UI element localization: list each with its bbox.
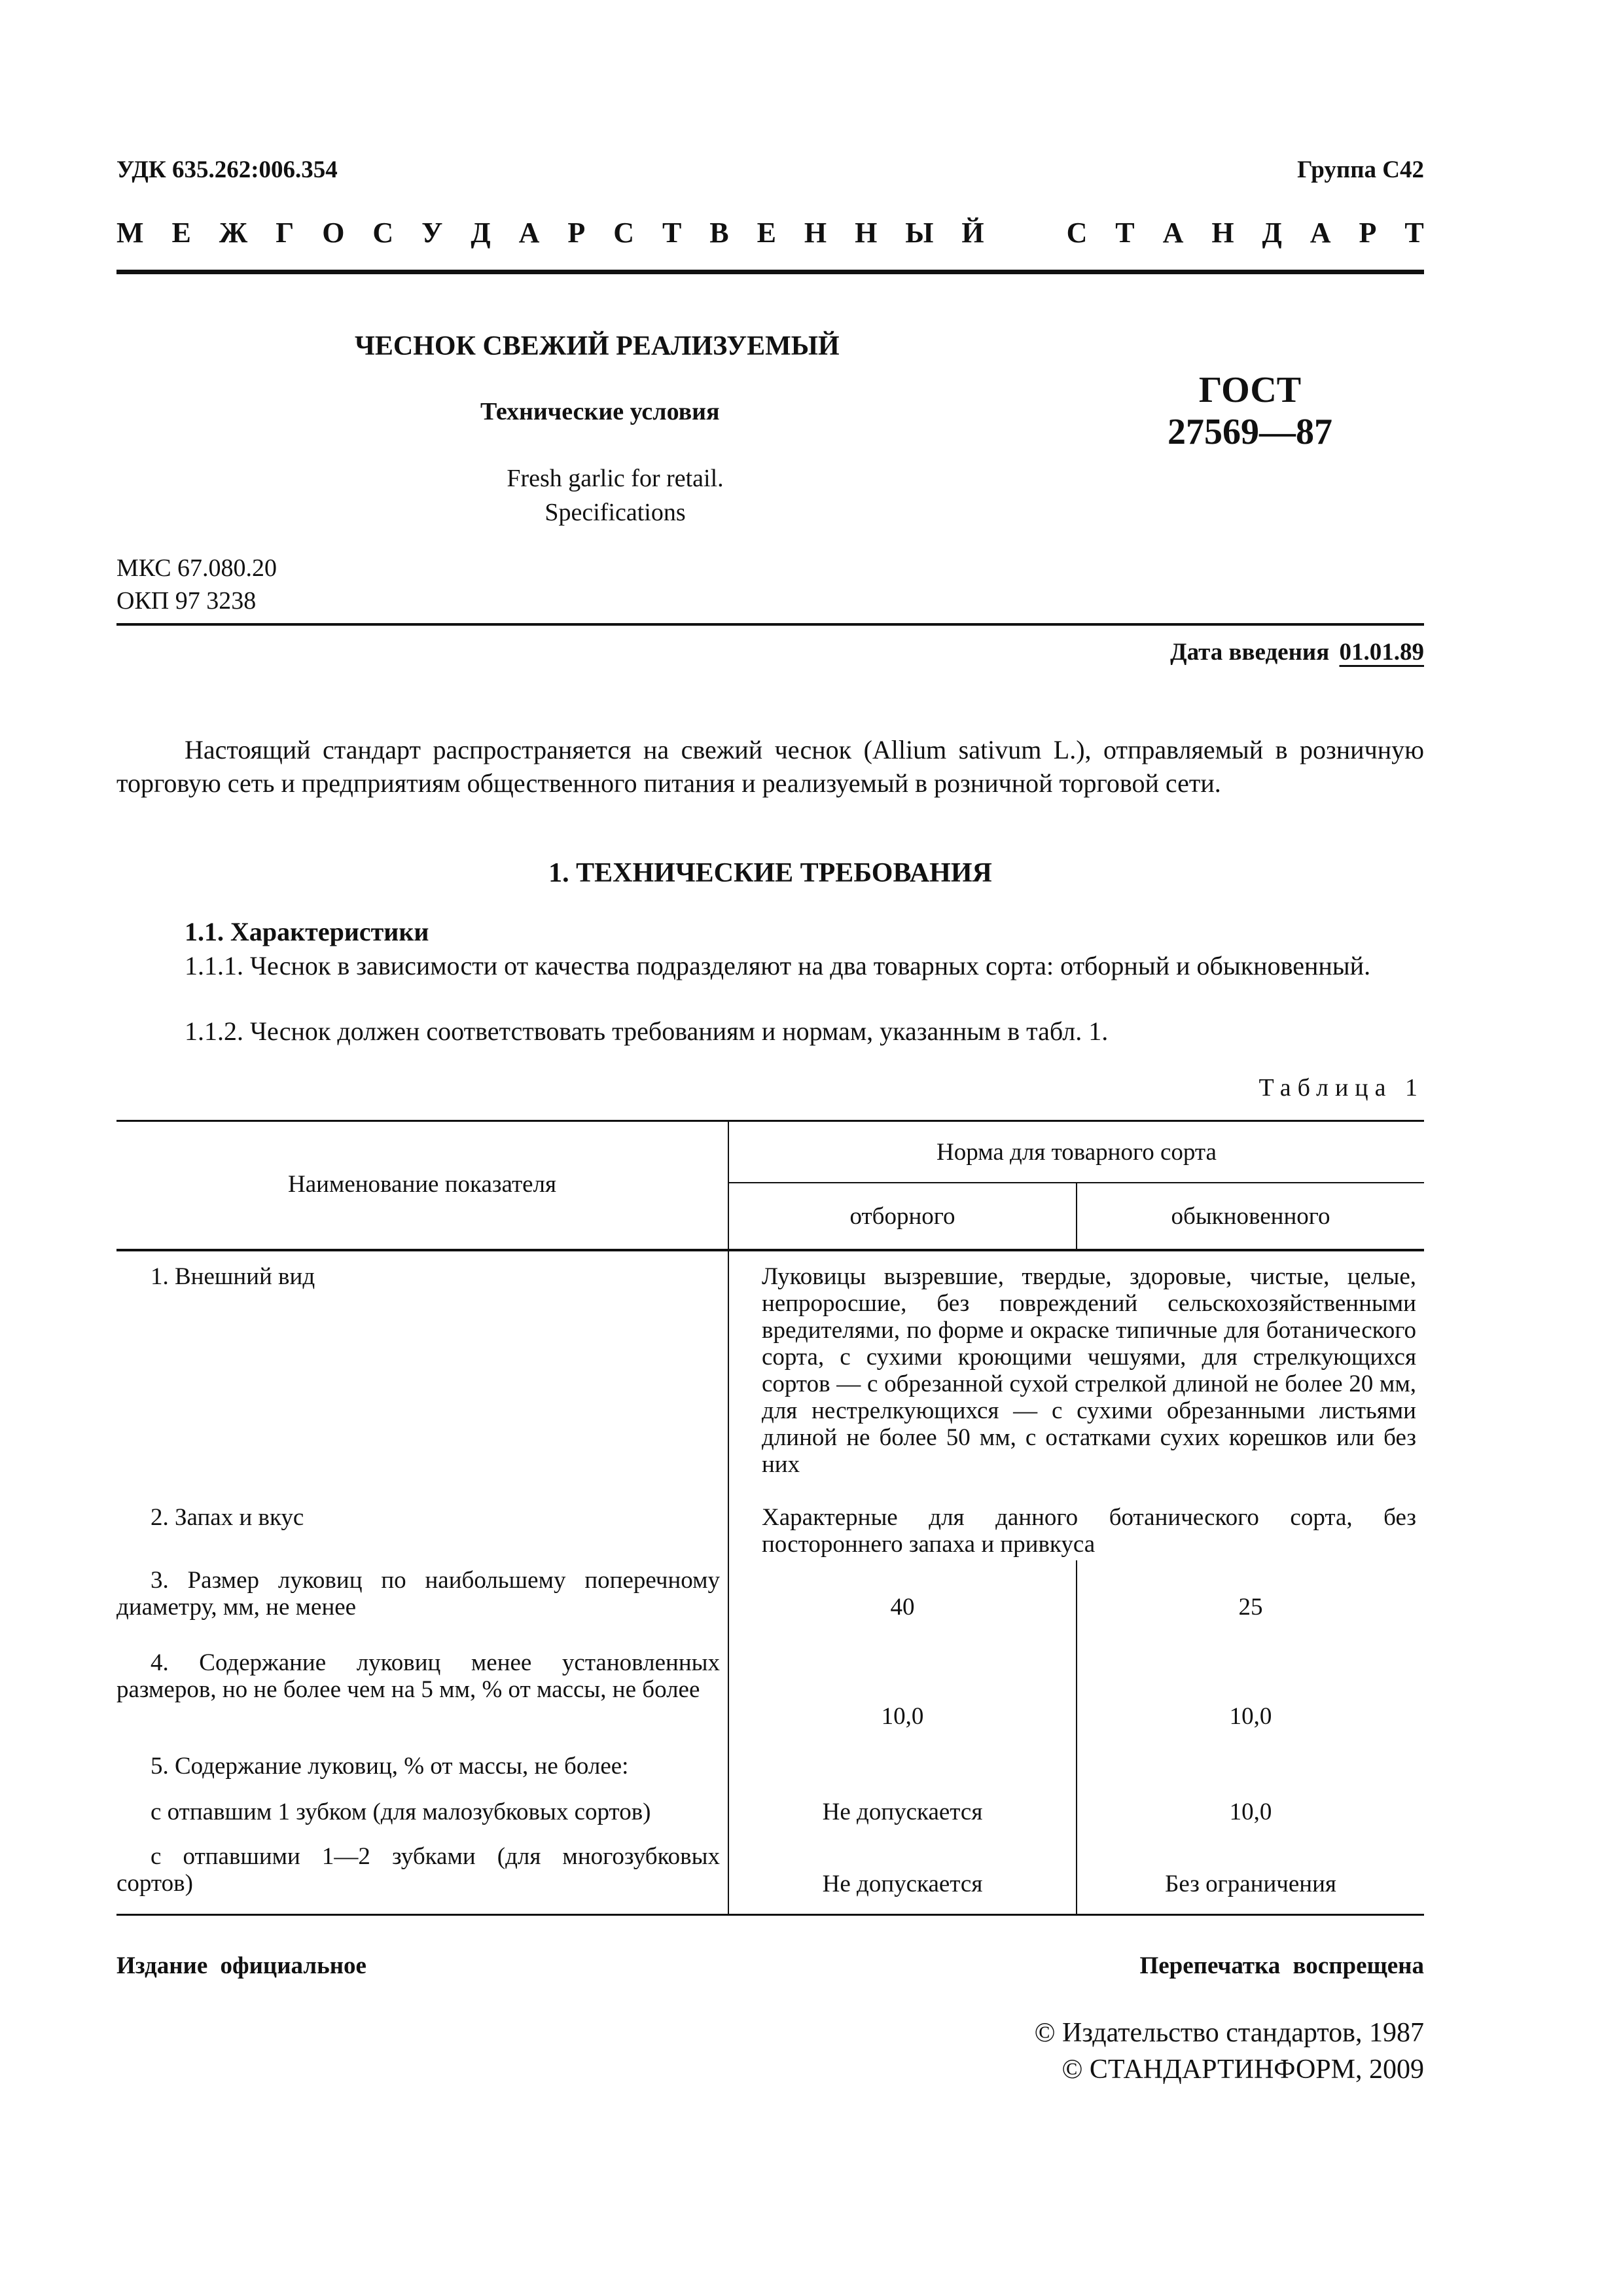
mks-code: МКС 67.080.20 — [116, 554, 277, 582]
table-header-select: отборного — [849, 1203, 955, 1230]
effective-date-label: Дата введения — [1170, 639, 1330, 666]
heading-letter: Н — [804, 217, 827, 249]
heading-letter: Г — [276, 217, 294, 249]
table-row-ordinary-value: Без ограничения — [1165, 1871, 1336, 1897]
heading-letter: С — [1066, 217, 1088, 249]
heading-letter: Д — [1262, 217, 1282, 249]
table-row-ordinary-value: 25 — [1238, 1594, 1263, 1621]
section-heading: 1. ТЕХНИЧЕСКИЕ ТРЕБОВАНИЯ — [548, 858, 992, 888]
table-header-name: Наименование показателя — [287, 1171, 557, 1198]
table-caption: Таблица 1 — [1258, 1074, 1424, 1102]
table-row-merged-value: Характерные для данного ботанического сорта, без постороннего запаха и привкуса — [762, 1504, 1416, 1558]
classification-codes — [116, 552, 277, 617]
heading-letter: Ы — [905, 217, 934, 249]
heading-letter: С — [613, 217, 634, 249]
heading-gap — [1012, 216, 1039, 249]
table-row-name: с отпавшими 1—2 зубками (для многозубковых сортов) — [116, 1843, 720, 1897]
heading-letter: Е — [171, 217, 191, 249]
table-row-ordinary-value: 10,0 — [1229, 1799, 1272, 1825]
table-row-name: 3. Размер луковиц по наибольшему поперечному диаметру, мм, не менее — [116, 1567, 720, 1621]
copyright-line: © СТАНДАРТИНФОРМ, 2009 — [1061, 2054, 1424, 2085]
table-row-select-value: 10,0 — [881, 1703, 924, 1730]
heading-letter: В — [709, 217, 729, 249]
table-row-merged-value: Луковицы вызревшие, твердые, здоровые, чистые, целые, непроросшие, без повреждений сельскохозяйственными вредителями, по форме и окраске типичные для ботанического сорта, с сухими кроющими чешуями, для стрелкующихся сортов — с обрезанной сухой стрелкой длиной не более 20 мм, для нестрелкующихся — с сухими обрезанными листьями длиной не более 50 мм, с остатками сухих корешков или без них — [762, 1263, 1416, 1478]
table-row-name: 5. Содержание луковиц, % от массы, не более: — [151, 1753, 629, 1780]
intro-paragraph: Настоящий стандарт распространяется на свежий чеснок (Allium sativum L.), отправляемый в розничную торговую сеть и предприятиям общественного питания и реализуемый в розничной торговой сети. — [116, 735, 1424, 798]
reprint-prohibited: Перепечатка воспрещена — [1139, 1952, 1424, 1979]
heading-letter: А — [1162, 217, 1184, 249]
effective-date-value: 01.01.89 — [1339, 639, 1424, 666]
heading-letter: Й — [961, 217, 984, 249]
heading-letter: Н — [855, 217, 878, 249]
table-row-select-value: Не допускается — [822, 1799, 983, 1825]
effective-date — [1170, 638, 1424, 666]
table-header-norm: Норма для товарного сорта — [936, 1139, 1217, 1166]
table-bottom-rule — [116, 1914, 1424, 1916]
table-header-bottom-rule — [116, 1249, 1424, 1251]
group-code: Группа С42 — [1297, 156, 1424, 183]
heading-letter: Р — [1359, 217, 1377, 249]
paragraph-1-1-2: 1.1.2. Чеснок должен соответствовать требованиям и нормам, указанным в табл. 1. — [185, 1016, 1109, 1046]
paragraph-1-1-1: 1.1.1. Чеснок в зависимости от качества подразделяют на два товарных сорта: отборный и обыкновенный. — [185, 951, 1371, 980]
heading-letter: Е — [757, 217, 776, 249]
heading-letter: Т — [662, 217, 682, 249]
copyright-line: © Издательство стандартов, 1987 — [1034, 2018, 1424, 2048]
heading-letter: Н — [1211, 217, 1234, 249]
gost-number: 27569—87 — [1168, 412, 1332, 452]
heading-letter: Д — [471, 217, 491, 249]
heading-letter: О — [322, 217, 345, 249]
table-row-select-value: 40 — [890, 1594, 915, 1621]
heading-letter: Т — [1404, 217, 1424, 249]
copyright-block — [1035, 2015, 1424, 2088]
title-rule — [116, 623, 1424, 626]
english-title-line: Fresh garlic for retail. — [507, 465, 724, 492]
table-row-select-value: Не допускается — [822, 1871, 983, 1897]
interstate-standard-heading — [116, 216, 1424, 249]
english-title — [445, 461, 785, 529]
heading-letter: М — [116, 217, 144, 249]
table-row-name: с отпавшим 1 зубком (для малозубковых сортов) — [151, 1799, 651, 1825]
heading-letter: Р — [567, 217, 586, 249]
table-header-ordinary: обыкновенного — [1171, 1203, 1330, 1230]
heading-letter: А — [518, 217, 540, 249]
table-row-name: 1. Внешний вид — [151, 1263, 315, 1290]
heading-letter: У — [421, 217, 443, 249]
table-row-name: 4. Содержание луковиц менее установленных размеров, но не более чем на 5 мм, % от массы, не более — [116, 1649, 720, 1703]
english-title-line: Specifications — [544, 499, 686, 526]
udk-code: УДК 635.262:006.354 — [116, 156, 338, 183]
heading-letter: А — [1310, 217, 1331, 249]
subsection-heading: 1.1. Характеристики — [185, 917, 429, 946]
gost-designation — [1152, 369, 1348, 453]
document-subtitle: Технические условия — [480, 398, 720, 425]
gost-label: ГОСТ — [1198, 370, 1302, 410]
official-edition: Издание официальное — [116, 1952, 366, 1979]
table-row-name: 2. Запах и вкус — [151, 1504, 304, 1531]
document-title: ЧЕСНОК СВЕЖИЙ РЕАЛИЗУЕМЫЙ — [355, 331, 840, 361]
table-row-ordinary-value: 10,0 — [1229, 1703, 1272, 1730]
header-rule — [116, 270, 1424, 274]
heading-letter: Т — [1115, 217, 1135, 249]
table-top-rule — [116, 1120, 1424, 1122]
okp-code: ОКП 97 3238 — [116, 587, 257, 615]
heading-letter: Ж — [219, 217, 248, 249]
heading-letter: С — [372, 217, 394, 249]
